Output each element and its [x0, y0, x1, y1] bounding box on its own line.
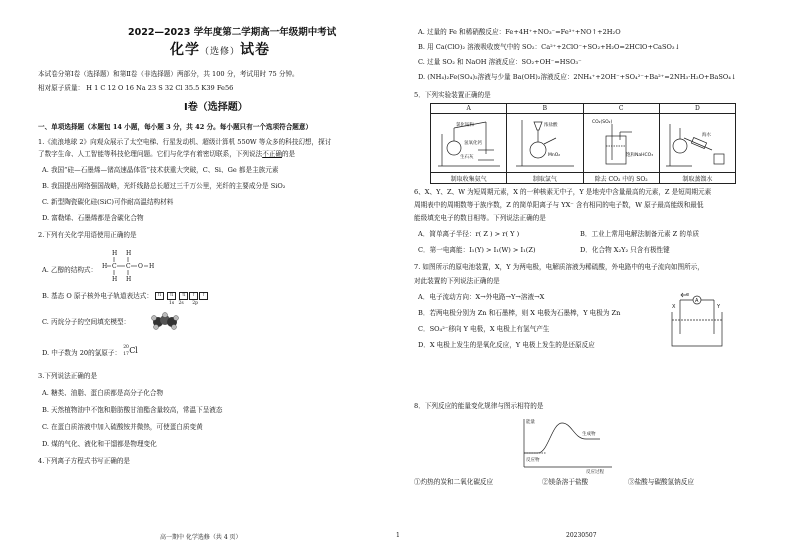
q8-option-2: ②镁条溶于盐酸: [542, 478, 589, 486]
q5-header-c: C: [583, 104, 659, 114]
q8-stem: 8．下列反应的能量变化规律与图示相符的是: [414, 402, 544, 410]
q6-option-c: C．第一电离能：I₁(Y) > I₁(W) > I₁(Z): [418, 246, 536, 254]
intro-text: 本试卷分第Ⅰ卷（选择题）和第Ⅱ卷（非选择题）两部分，共 100 分，考试用时 75 分钟。: [38, 70, 299, 78]
ammeter-label: A: [695, 298, 699, 304]
gas-washing-figure: [586, 114, 656, 170]
q5-figure-d: [659, 114, 735, 173]
q6-stem-2: 周期表中的周期数等于族序数，Z 的简单阳离子与 YX⁻ 含有相同的电子数，W 原子最高能级和最低: [414, 201, 704, 209]
q2-option-d: D. 中子数为 20的氯原子： 20 17 Cl: [42, 346, 145, 358]
energy-axis-label: 能量: [526, 420, 535, 425]
q5-caption-a: 制取收集氨气: [431, 173, 507, 184]
q5-caption-d: 制取蒸馏水: [659, 173, 735, 184]
label-a-reagent-3: 生石灰: [459, 155, 474, 160]
electrode-y-label: Y: [717, 304, 721, 310]
svg-text:C: C: [112, 263, 117, 270]
q1-option-c: C. 新型陶瓷碳化硅(SiC)可作耐高温结构材料: [42, 198, 174, 206]
q1-stem-2: 了数字生命、人工智能等科技伦理问题。它们与化学有着密切联系，下列说法不正确的是: [38, 150, 296, 158]
orbital-box: ⇅: [167, 292, 176, 300]
q4-option-c: C. 过量 SO₂ 和 NaOH 溶液反应：SO₂+OH⁻=HSO₃⁻: [418, 58, 582, 66]
orbital-box: ↑: [189, 292, 198, 300]
page-number: 1: [396, 532, 400, 539]
q5-caption-c: 除去 CO₂ 中的 SO₂: [583, 173, 659, 184]
label-a-reagent-1: 氯化铵和: [455, 123, 474, 128]
q5-figure-c: [583, 114, 659, 173]
galvanic-cell-figure: [666, 290, 728, 350]
label-b-reagent-2: MnO₂: [547, 153, 560, 158]
svg-text:H: H: [126, 250, 132, 257]
q3-stem: 3.下列说法正确的是: [38, 372, 98, 380]
atomic-mass-text: 相对原子质量： H 1 C 12 O 16 Na 23 S 32 Cl 35.5 K39 Fe56: [38, 84, 234, 92]
title-main: 化学: [170, 42, 200, 58]
q2-option-c: C. 丙烷分子的空间填充模型：: [42, 318, 131, 326]
q6-stem-1: 6、X、Y、Z、W 为短周期元素，X 的一种核素无中子，Y 是地壳中含量最高的元素，Z 是短周期元素: [414, 188, 712, 196]
q6-option-b: B．工业上常用电解法制备元素 Z 的单质: [580, 230, 700, 238]
q8-option-1: ①灼热的炭和二氧化碳反应: [414, 478, 494, 486]
q5-header-b: B: [507, 104, 583, 114]
svg-text:H: H: [112, 250, 118, 257]
q4-option-d: D. (NH₄)₂Fe(SO₄)₂溶液与少量 Ba(OH)₂溶液反应：2NH₄⁺+2OH⁻+SO₄²⁻+Ba²⁺=2NH₃·H₂O+BaSO₄↓: [418, 73, 737, 81]
q5-header-a: A: [431, 104, 507, 114]
q7-stem-1: 7. 如图所示的原电池装置，X，Y 为两电极，电解质溶液为稀硫酸，外电路中的电子流向如图所示，: [414, 263, 704, 271]
svg-text:O: O: [138, 263, 143, 270]
q7-option-a: A．电子流动方向：X→外电路→Y→溶液→X: [418, 293, 545, 301]
energy-diagram-figure: [516, 415, 616, 475]
process-axis-label: 反应过程: [586, 470, 604, 475]
ethanol-structure-figure: [102, 248, 162, 284]
q4-option-a: A. 过量的 Fe 和稀硝酸反应：Fe+4H⁺+NO₃⁻=Fe³⁺+NO↑+2H₂O: [418, 28, 621, 36]
q2-stem: 2.下列有关化学用语使用正确的是: [38, 231, 137, 239]
q5-header-d: D: [659, 104, 735, 114]
orbital-box: ⇅: [155, 292, 164, 300]
svg-text:C: C: [126, 263, 131, 270]
label-b-reagent-1: 浓盐酸: [543, 123, 558, 128]
ammonia-apparatus-figure: [434, 114, 504, 170]
label-d-liquid: 海水: [702, 133, 712, 138]
part-title: 一、单项选择题（本题包 14 小题，每小题 3 分，共 42 分。每小题只有一个选项符合题意）: [38, 123, 313, 131]
q4-option-b: B. 用 Ca(ClO)₂ 溶液吸收废气中的 SO₂：Ca²⁺+2ClO⁻+SO₂+H₂O=2HClO+CaSO₃↓: [418, 43, 681, 51]
q6-option-a: A．简单离子半径：r( Z ) > r( Y ): [418, 230, 520, 238]
propane-model-figure: [150, 312, 180, 330]
q2-option-a: A. 乙醇的结构式：: [42, 266, 98, 274]
reactant-label: 反应物: [526, 458, 540, 463]
electrode-x-label: X: [672, 304, 676, 310]
q1-stem-1: 1.《流浪地球 2》向观众展示了太空电梯、行星发动机、超级计算机 550W 等众多的科技幻想，探讨: [38, 138, 332, 146]
q5-caption-b: 制取氯气: [507, 173, 583, 184]
title-end: 试卷: [240, 42, 271, 58]
q5-figure-b: [507, 114, 583, 173]
footer-info: 高一期中 化学选修（共 4 页）: [160, 534, 242, 541]
label-c-solution: 饱和NaHCO₃: [626, 153, 654, 158]
q5-figure-a: [431, 114, 507, 173]
q5-apparatus-table: [430, 103, 736, 184]
q6-stem-3: 能级填充电子的数目相等。下列说法正确的是: [414, 214, 546, 222]
svg-text:H: H: [126, 276, 132, 283]
q7-option-c: C．SO₄²⁻移向 Y 电极，X 电极上有氢气产生: [418, 325, 550, 333]
exam-title: 2022—2023 学年度第二学期高一年级期中考试: [128, 27, 337, 38]
q3-option-b: B. 天然植物油中不饱和脂肪酸甘油酯含量较高，常温下呈液态: [42, 406, 223, 414]
orbital-box: ⇅: [179, 292, 188, 300]
q2-option-b: B. 基态 O 原子核外电子轨道表达式： ⇅ ⇅ ⇅ ↑ ↑: [42, 292, 209, 301]
chlorine-apparatus-figure: [510, 114, 580, 170]
q7-option-d: D．X 电极上发生的是氧化反应，Y 电极上发生的是还原反应: [418, 341, 595, 349]
q1-emphasis: 不正确: [262, 150, 282, 158]
label-c-gas: CO₂(SO₂): [592, 120, 613, 125]
label-a-reagent-2: 氢氧化钙: [463, 141, 482, 146]
distillation-figure: [662, 114, 732, 170]
q6-option-d: D．化合物 X₂Y₂ 只含有极性键: [580, 246, 670, 254]
paper-title: [170, 42, 271, 58]
orbital-box: ↑: [199, 292, 208, 300]
q3-option-c: C. 在蛋白质溶液中加入硫酸铵并微热，可使蛋白质变黄: [42, 423, 203, 431]
chlorine-isotope: 20 17 Cl: [123, 345, 138, 357]
q1-option-d: D. 富勒烯、石墨烯都是含碳化合物: [42, 214, 144, 222]
q1-option-a: A. 我国“硅—石墨烯—锗高速晶体管”技术获重大突破，C、Si、Ge 都是主族元素: [42, 166, 279, 174]
product-label: 生成物: [582, 432, 596, 437]
q3-option-a: A. 糖类、油脂、蛋白质都是高分子化合物: [42, 389, 164, 397]
footer-code: 20230507: [566, 532, 597, 539]
orbital-labels: 1s 2s 2p: [169, 301, 199, 306]
q4-stem: 4.下列离子方程式书写正确的是: [38, 457, 131, 465]
q7-stem-2: 对此装置的下列说法正确的是: [414, 277, 500, 285]
q3-option-d: D. 煤的气化、液化和干馏都是物理变化: [42, 440, 157, 448]
q8-option-3: ③盐酸与碳酸氢钠反应: [628, 478, 694, 486]
q7-option-b: B．若两电极分别为 Zn 和石墨棒，则 X 电极为石墨棒，Y 电极为 Zn: [418, 309, 621, 317]
svg-text:H: H: [102, 263, 108, 270]
q1-option-b: B. 我国提出网络强国战略，光纤线路总长超过三千万公里，光纤的主要成分是 SiO₂: [42, 182, 286, 190]
svg-text:H: H: [149, 263, 155, 270]
section-title: Ⅰ卷（选择题）: [184, 102, 248, 113]
q5-stem: 5．下列实验装置正确的是: [414, 91, 491, 99]
title-sub: （选修）: [200, 47, 241, 57]
svg-text:H: H: [112, 276, 118, 283]
electron-label: e: [686, 292, 690, 298]
